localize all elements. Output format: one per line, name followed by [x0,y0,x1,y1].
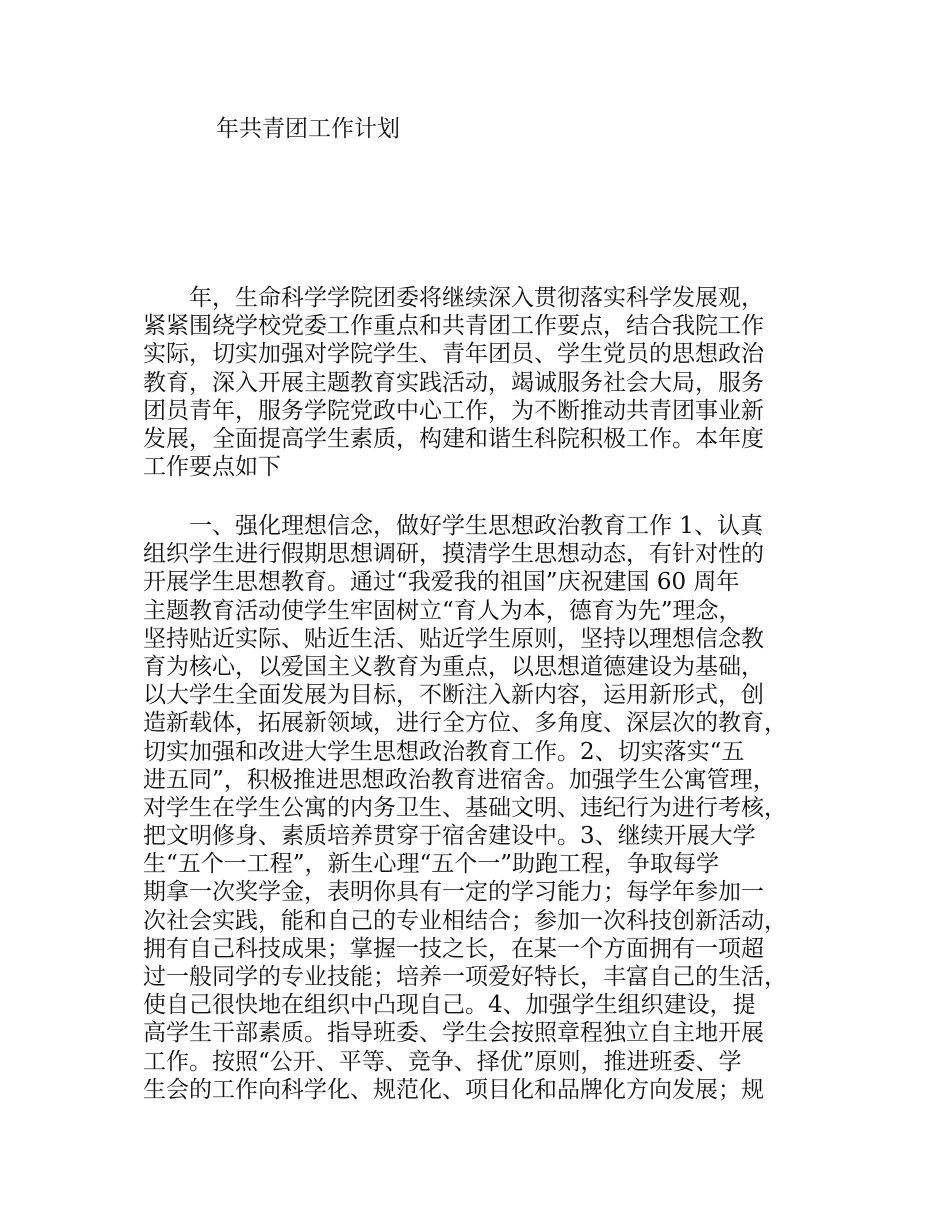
paragraph-line: 次社会实践，能和自己的专业相结合；参加一次科技创新活动， [143,907,787,934]
paragraph-line: 拥有自己科技成果；掌握一技之长，在某一个方面拥有一项超 [143,935,764,962]
paragraph-line: 年，生命科学学院团委将继续深入贯彻落实科学发展观， [143,285,764,311]
paragraph-line: 期拿一次奖学金，表明你具有一定的学习能力；每学年参加一 [143,879,764,906]
paragraph-line: 发展，全面提高学生素质，构建和谐生科院积极工作。本年度 [143,425,764,452]
paragraph-line: 团员青年，服务学院党政中心工作，为不断推动共青团事业新 [143,397,764,424]
paragraph-line: 一、强化理想信念，做好学生思想政治教育工作 1、认真 [143,513,763,539]
paragraph-line: 过一般同学的专业技能；培养一项爱好特长，丰富自己的生活， [143,964,787,990]
paragraph-line: 进五同”，积极推进思想政治教育进宿舍。加强学生公寓管理， [143,766,776,793]
document-title: 年共青团工作计划 [216,116,400,142]
paragraph-line: 教育，深入开展主题教育实践活动，竭诚服务社会大局，服务 [143,369,764,396]
paragraph-line: 工作要点如下 [143,454,281,481]
paragraph-line: 主题教育活动使学生牢固树立“育人为本，德育为先”理念， [143,597,742,624]
section-one-paragraph [143,512,823,1104]
paragraph-line: 紧紧围绕学校党委工作重点和共青团工作要点，结合我院工作 [143,313,764,340]
paragraph-line: 以大学生全面发展为目标，不断注入新内容，运用新形式，创 [143,682,764,709]
paragraph-line: 切实加强和改进大学生思想政治教育工作。2、切实落实“五 [143,738,745,765]
paragraph-line: 把文明修身、素质培养贯穿于宿舍建设中。3、继续开展大学 [143,823,756,850]
paragraph-line: 实际，切实加强对学院学生、青年团员、学生党员的思想政治 [143,341,764,368]
paragraph-line: 生会的工作向科学化、规范化、项目化和品牌化方向发展；规 [143,1076,764,1103]
paragraph-line: 组织学生进行假期思想调研，摸清学生思想动态，有针对性的 [143,541,764,568]
intro-paragraph [143,284,823,481]
paragraph-line: 高学生干部素质。指导班委、学生会按照章程独立自主地开展 [143,1020,764,1047]
paragraph-line: 工作。按照“公开、平等、竞争、择优”原则，推进班委、学 [143,1048,742,1075]
paragraph-line: 使自己很快地在组织中凸现自己。4、加强学生组织建设，提 [143,992,756,1019]
paragraph-line: 生“五个一工程”，新生心理“五个一”助跑工程，争取每学 [143,851,720,878]
paragraph-line: 坚持贴近实际、贴近生活、贴近学生原则，坚持以理想信念教 [143,625,764,652]
paragraph-line: 对学生在学生公寓的内务卫生、基础文明、违纪行为进行考核， [143,794,787,821]
paragraph-line: 造新载体，拓展新领域，进行全方位、多角度、深层次的教育， [143,710,787,737]
paragraph-line: 开展学生思想教育。通过“我爱我的祖国”庆祝建国 60 周年 [143,569,740,596]
paragraph-line: 育为核心，以爱国主义教育为重点，以思想道德建设为基础， [143,653,764,680]
